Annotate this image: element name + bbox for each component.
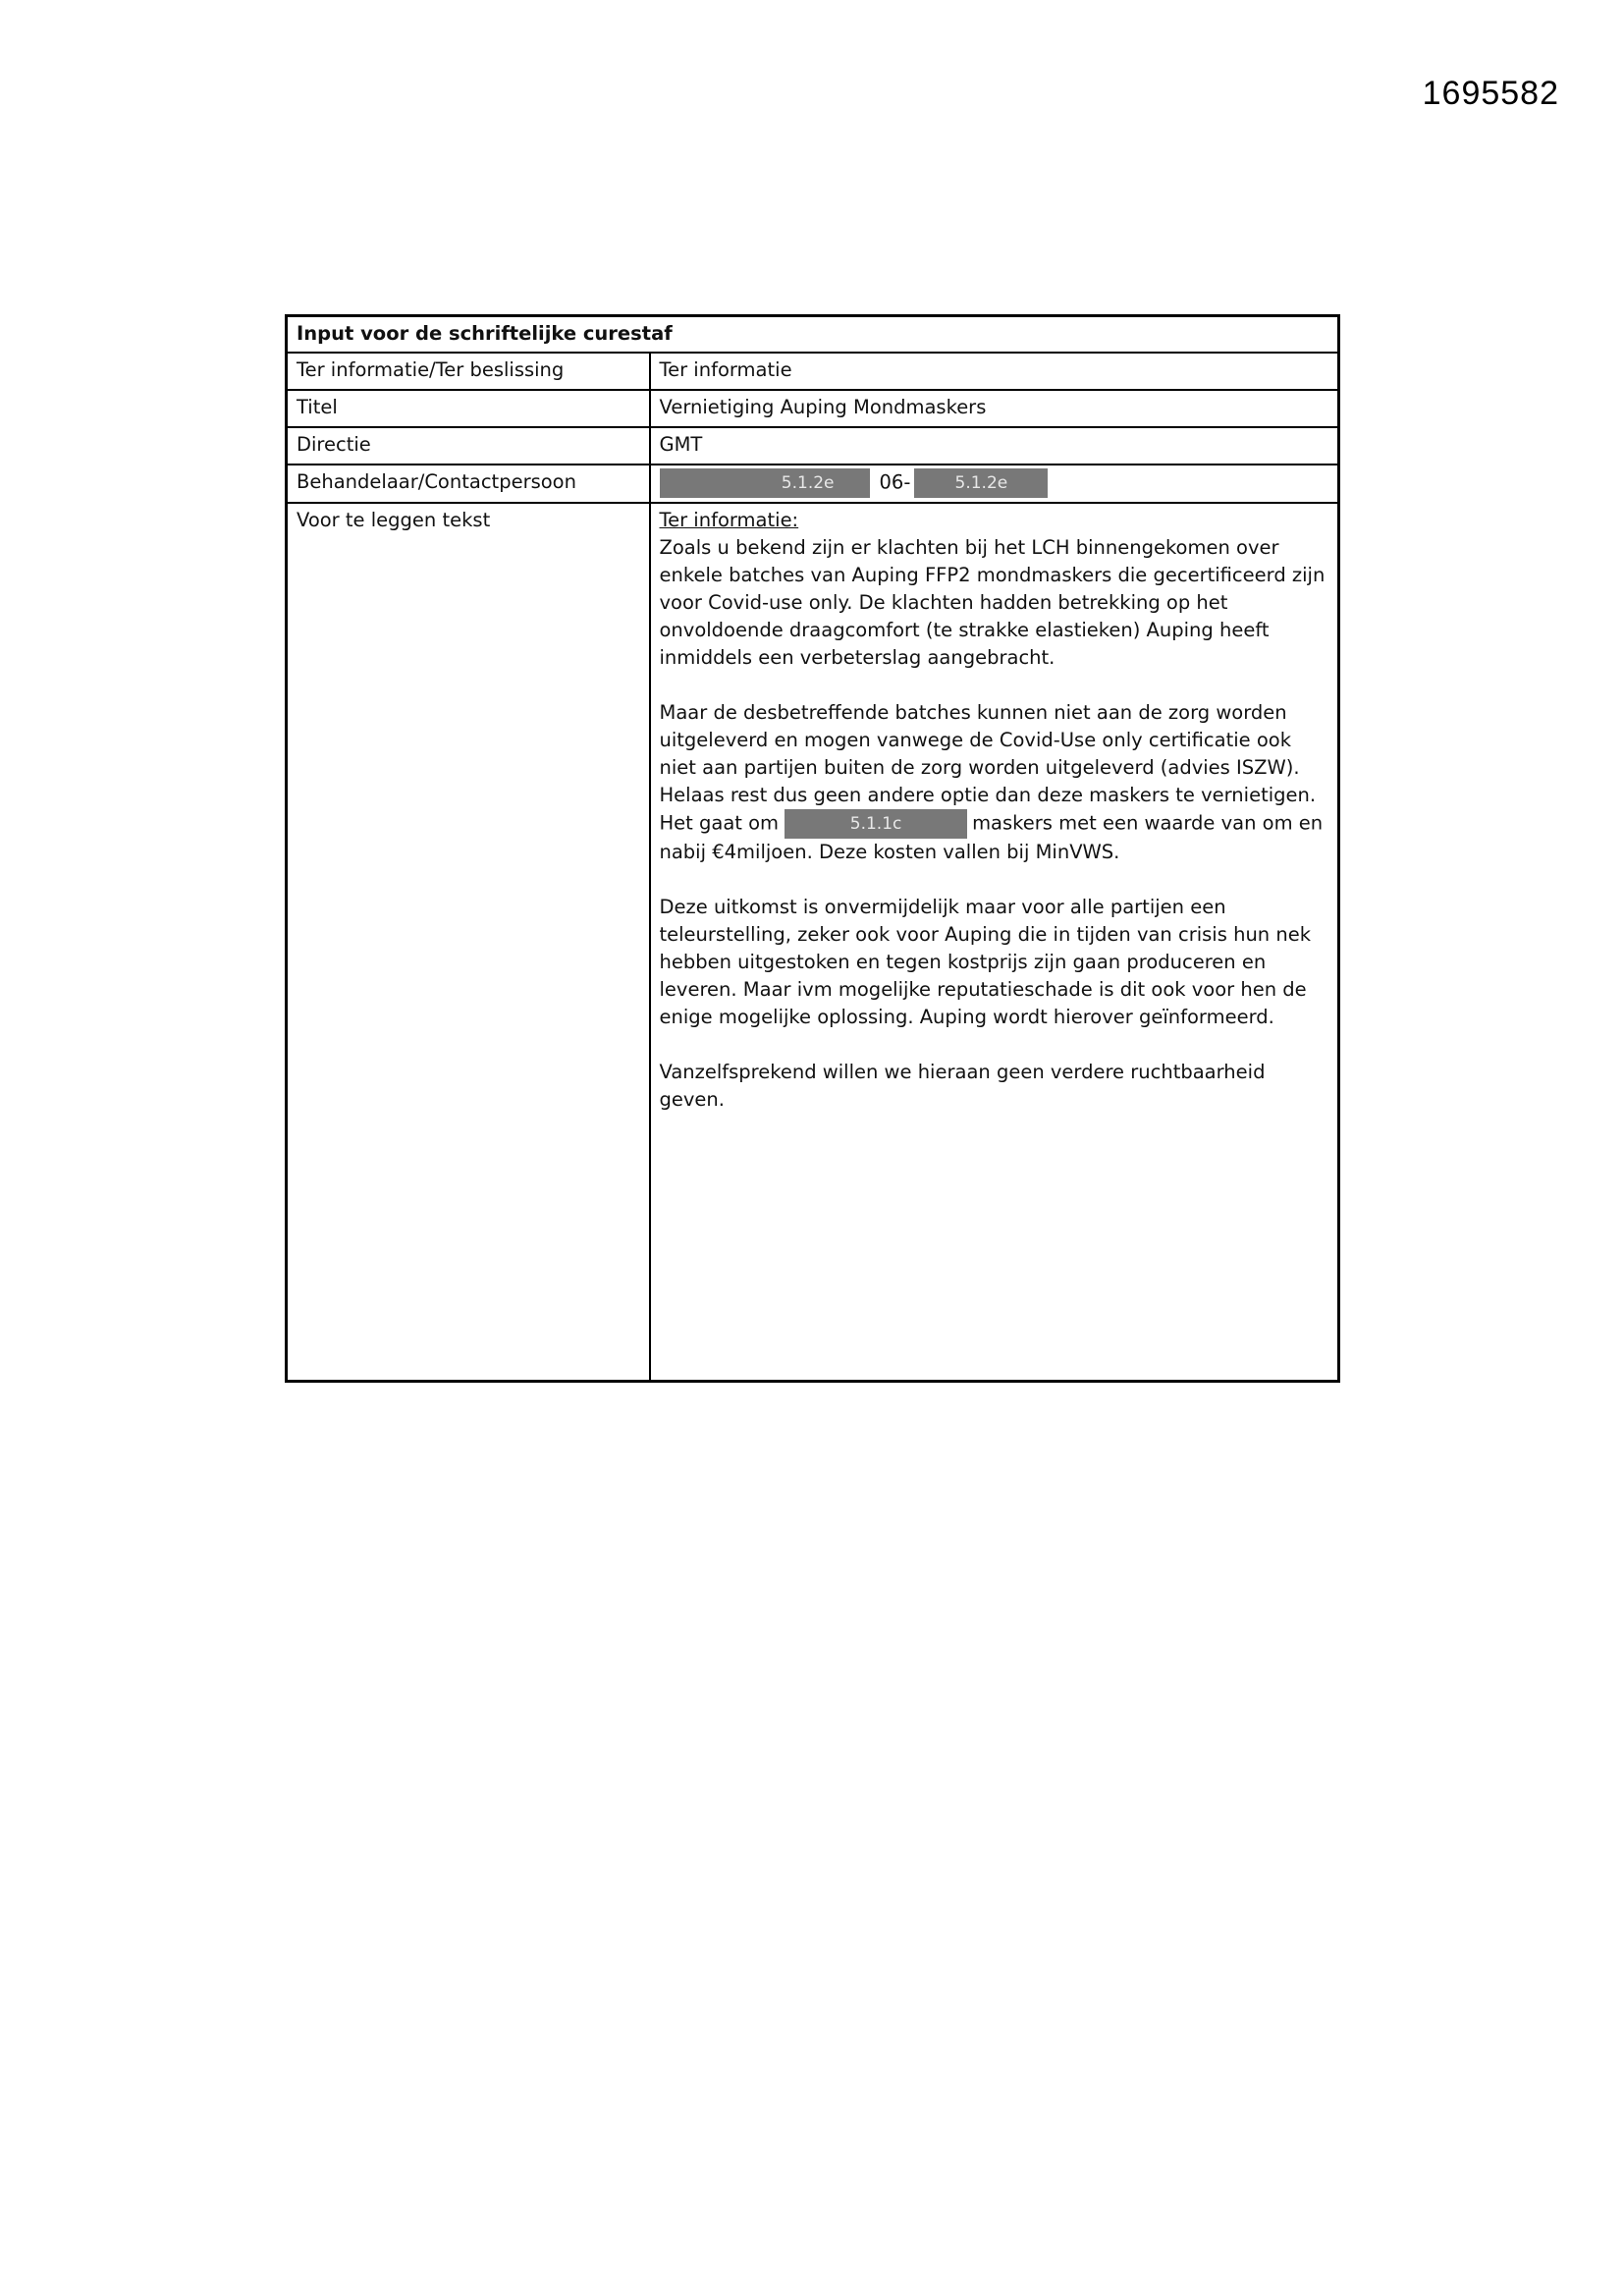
label-titel: Titel — [287, 390, 650, 427]
value-behandelaar-contactpersoon — [650, 465, 1339, 503]
paragraph-vernietigen-after: maskers met een waarde van om en nabij €4miljoen. Deze kosten vallen bij MinVWS. — [659, 811, 1324, 863]
label-voor-te-leggen-tekst: Voor te leggen tekst — [287, 503, 650, 1381]
ter-informatie-heading: Ter informatie: — [659, 509, 799, 531]
paragraph-batches: Maar de desbetreffende batches kunnen niet aan de zorg worden uitgeleverd en mogen vanwege de Covid-Use only certificatie ook niet aan partijen buiten de zorg worden uitgeleverd (advies ISZW). — [659, 701, 1300, 779]
paragraph-ruchtbaarheid: Vanzelfsprekend willen we hieraan geen verdere ruchtbaarheid geven. — [659, 1061, 1266, 1111]
redaction-block-5-1-2e-first: 5.1.2e — [660, 468, 870, 498]
document-number: 1695582 — [1422, 75, 1559, 112]
redaction-block-5-1-2e-second: 5.1.2e — [914, 468, 1048, 498]
table-row — [287, 503, 1339, 1381]
value-directie: GMT — [650, 427, 1339, 465]
redaction-block-5-1-1c: 5.1.1c — [785, 809, 967, 839]
paragraph-vernietigen-before: Helaas rest dus geen andere optie dan deze maskers te vernietigen. Het gaat om — [659, 784, 1317, 835]
paragraph-uitkomst: Deze uitkomst is onvermijdelijk maar voor alle partijen een teleurstelling, zeker ook voor Auping die in tijden van crisis hun nek hebben uitgestoken en tegen kostprijs zijn gaan produceren en leveren. Maar ivm mogelijke reputatieschade is dit ook voor hen de enige mogelijke oplossing. Auping wordt hierover geïnformeerd. — [659, 896, 1312, 1028]
value-ter-informatie: Ter informatie — [650, 353, 1339, 390]
label-behandelaar-contactpersoon: Behandelaar/Contactpersoon — [287, 465, 650, 503]
label-directie: Directie — [287, 427, 650, 465]
phone-prefix-text: 06- — [879, 470, 911, 494]
table-header-title: Input voor de schriftelijke curestaf — [287, 316, 1339, 354]
voor-te-leggen-tekst-content — [650, 503, 1339, 1381]
table-row — [287, 390, 1339, 427]
label-ter-informatie-beslissing: Ter informatie/Ter beslissing — [287, 353, 650, 390]
table-row — [287, 353, 1339, 390]
table-row — [287, 465, 1339, 503]
table-row — [287, 427, 1339, 465]
curestaf-table — [285, 314, 1340, 1383]
paragraph-vernietigen — [660, 782, 1329, 866]
paragraph-klachten: Zoals u bekend zijn er klachten bij het LCH binnengekomen over enkele batches van Auping FFP2 mondmaskers die gecertificeerd zijn voor Covid-use only. De klachten hadden betrekking op het onvoldoende draagcomfort (te strakke elastieken) Auping heeft inmiddels een verbeterslag aangebracht. — [659, 536, 1326, 669]
value-titel: Vernietiging Auping Mondmaskers — [650, 390, 1339, 427]
